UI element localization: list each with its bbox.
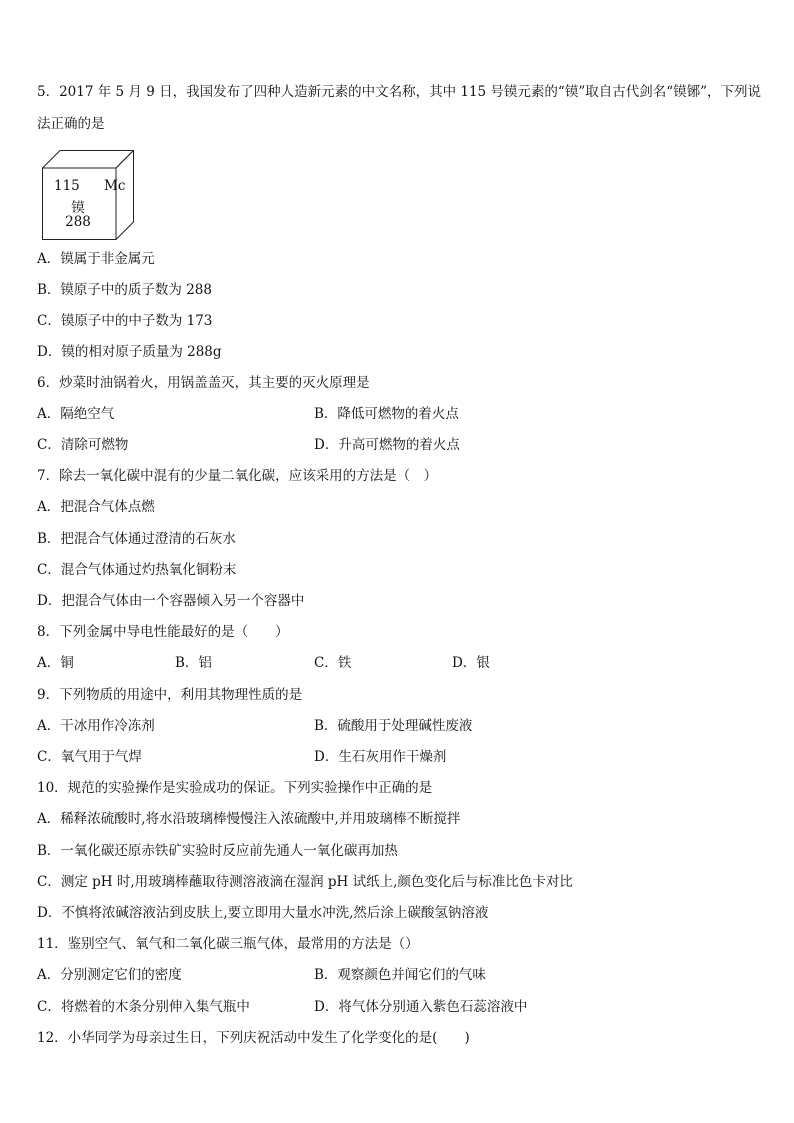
q6-option-d: D．升高可燃物的着火点 [314, 437, 460, 453]
q7-option-d: D．把混合气体由一个容器倾入另一个容器中 [37, 593, 305, 609]
q9-option-a: A．干冰用作冷冻剂 [37, 718, 155, 734]
q10-stem: 10．规范的实验操作是实验成功的保证。下列实验操作中正确的是 [37, 780, 433, 796]
q5-option-a: A．镆属于非金属元 [37, 251, 155, 267]
q12-stem: 12．小华同学为母亲过生日，下列庆祝活动中发生了化学变化的是( ) [37, 1030, 470, 1046]
q10-option-c: C．测定 pH 时,用玻璃棒蘸取待测溶液滴在湿润 pH 试纸上,颜色变化后与标准比色卡对比 [37, 874, 573, 890]
element-name: 镆 [71, 200, 85, 216]
q8-option-d: D．银 [452, 655, 490, 671]
q8-stem: 8．下列金属中导电性能最好的是（ ） [37, 624, 289, 640]
q11-option-b: B．观察颜色并闻它们的气味 [314, 967, 486, 983]
q9-option-c: C．氧气用于气焊 [37, 749, 142, 765]
q10-option-d: D．不慎将浓碱溶液沾到皮肤上,要立即用大量水冲洗,然后涂上碳酸氢钠溶液 [37, 905, 489, 921]
q10-option-b: B．一氧化碳还原赤铁矿实验时反应前先通人一氧化碳再加热 [37, 843, 398, 859]
q5-stem-line1: 5．2017 年 5 月 9 日，我国发布了四种人造新元素的中文名称，其中 115 号镆元素的“镆”取自古代剑名“镆铘”，下列说 [37, 84, 762, 100]
element-symbol: Mc [104, 178, 126, 194]
q5-option-b: B．镆原子中的质子数为 288 [37, 282, 212, 298]
q8-option-b: B．铝 [175, 655, 212, 671]
q6-option-b: B．降低可燃物的着火点 [314, 406, 459, 422]
q6-option-c: C．清除可燃物 [37, 437, 129, 453]
element-mass: 288 [65, 214, 91, 230]
q5-option-c: C．镆原子中的中子数为 173 [37, 313, 213, 329]
q6-stem: 6．炒菜时油锅着火，用锅盖盖灭，其主要的灭火原理是 [37, 375, 370, 391]
q6-option-a: A．隔绝空气 [37, 406, 115, 422]
q9-option-d: D．生石灰用作干燥剂 [314, 749, 447, 765]
q11-option-c: C．将燃着的木条分别伸入集气瓶中 [37, 999, 250, 1015]
q8-option-a: A．铜 [37, 655, 74, 671]
q11-stem: 11．鉴别空气、氧气和二氧化碳三瓶气体，最常用的方法是（） [37, 936, 419, 952]
q7-stem: 7．除去一氧化碳中混有的少量二氧化碳，应该采用的方法是（ ） [37, 468, 438, 484]
q5-option-d: D．镆的相对原子质量为 288g [37, 344, 222, 360]
element-atomic-number: 115 [54, 178, 80, 194]
q9-stem: 9．下列物质的用途中，利用其物理性质的是 [37, 687, 303, 703]
q10-option-a: A．稀释浓硫酸时,将水沿玻璃棒慢慢注入浓硫酸中,并用玻璃棒不断搅拌 [37, 811, 461, 827]
element-card [42, 150, 134, 240]
q5-stem-line2: 法正确的是 [37, 116, 105, 132]
q8-option-c: C．铁 [314, 655, 352, 671]
q9-option-b: B．硫酸用于处理碱性废液 [314, 718, 473, 734]
q7-option-c: C．混合气体通过灼热氧化铜粉末 [37, 562, 237, 578]
q11-option-d: D．将气体分别通入紫色石蕊溶液中 [314, 999, 528, 1015]
q7-option-b: B．把混合气体通过澄清的石灰水 [37, 531, 236, 547]
q11-option-a: A．分别测定它们的密度 [37, 967, 182, 983]
q7-option-a: A．把混合气体点燃 [37, 499, 155, 515]
